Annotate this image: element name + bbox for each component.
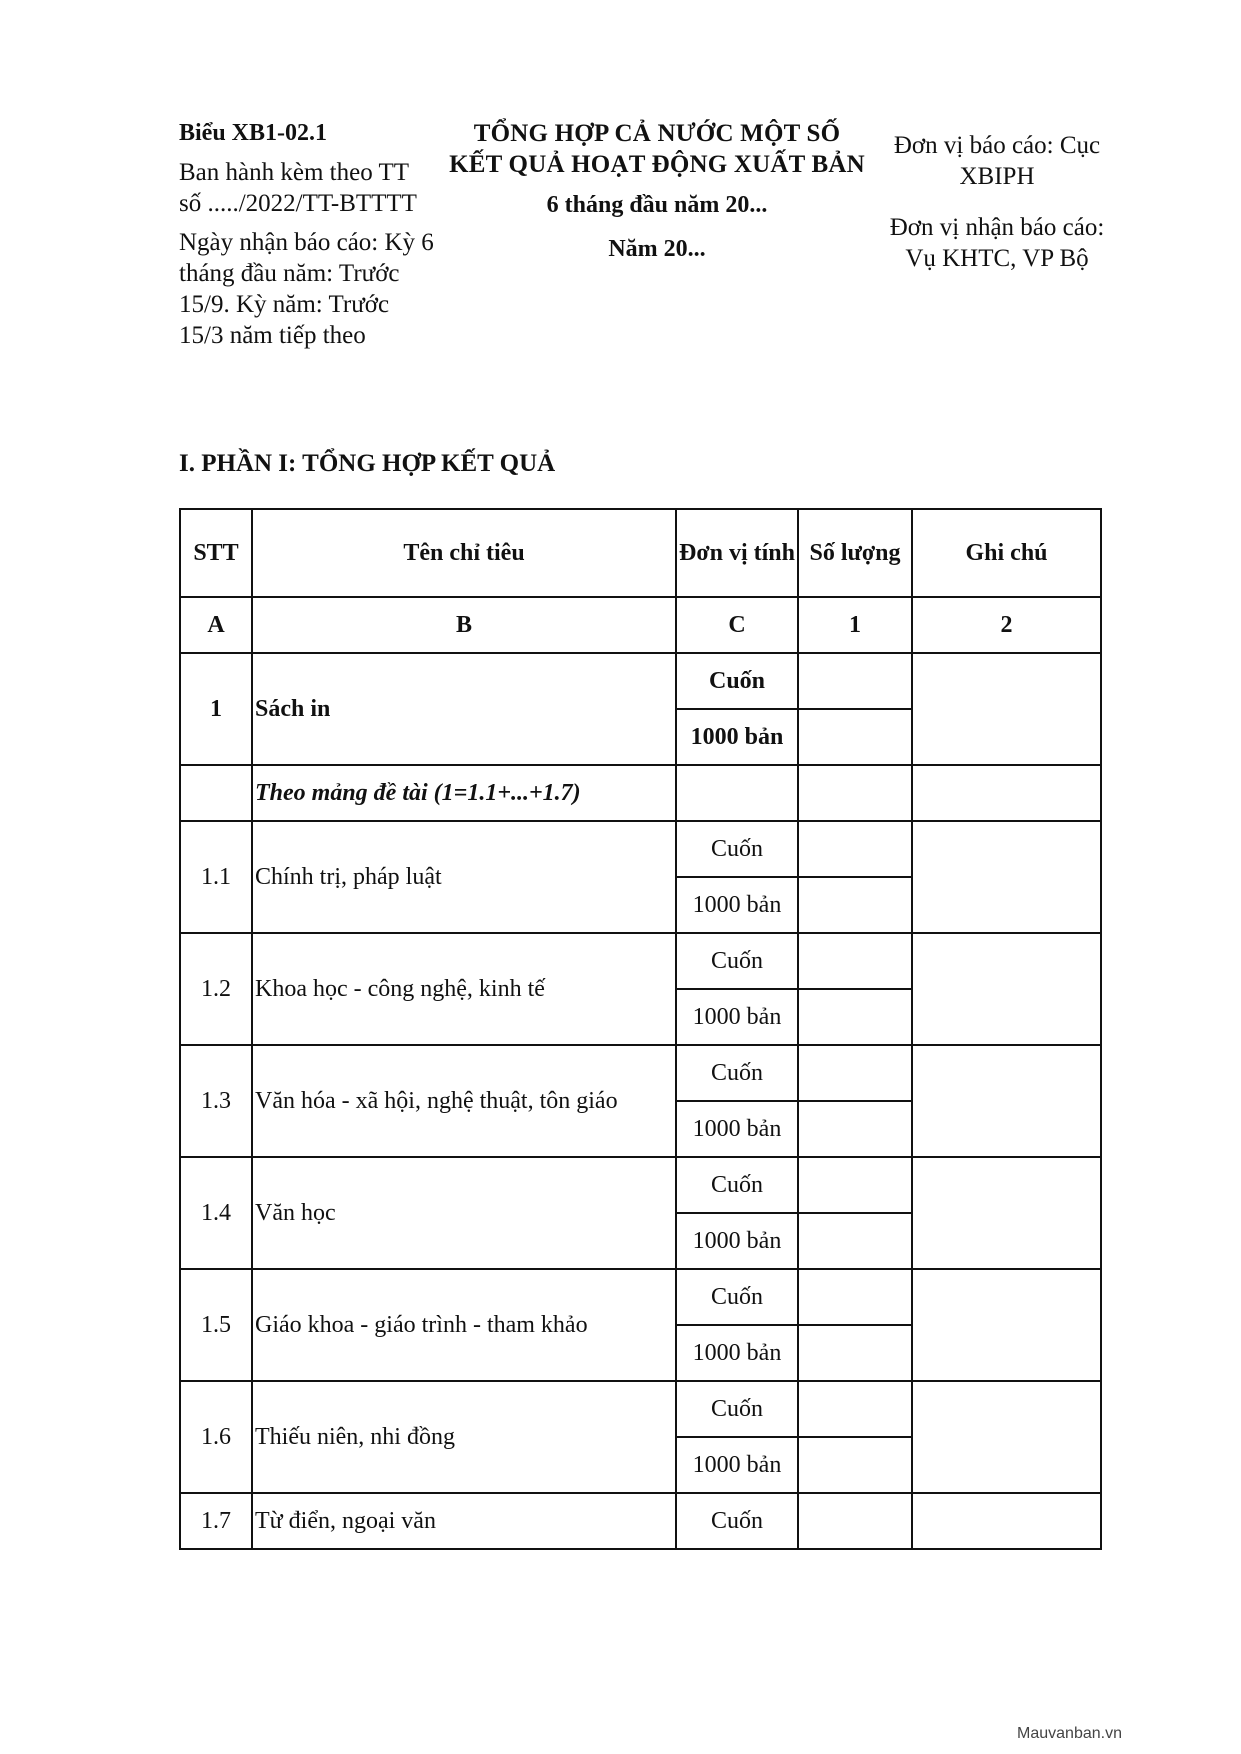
col-header-unit: Đơn vị tính: [676, 509, 798, 597]
row-stt: 1.4: [180, 1157, 252, 1269]
row-quantity[interactable]: [798, 653, 912, 709]
row-stt: [180, 765, 252, 821]
row-unit: Cuốn: [676, 821, 798, 877]
row-unit: 1000 bản: [676, 1325, 798, 1381]
row-unit: 1000 bản: [676, 1101, 798, 1157]
row-unit: Cuốn: [676, 653, 798, 709]
row-quantity[interactable]: [798, 1045, 912, 1101]
col-code: 2: [912, 597, 1101, 653]
row-name: Sách in: [252, 653, 676, 765]
row-note[interactable]: [912, 1269, 1101, 1381]
row-quantity[interactable]: [798, 1157, 912, 1213]
row-quantity[interactable]: [798, 709, 912, 765]
row-quantity[interactable]: [798, 1381, 912, 1437]
col-code: A: [180, 597, 252, 653]
row-unit: Cuốn: [676, 1269, 798, 1325]
row-note[interactable]: [912, 1493, 1101, 1549]
row-unit: Cuốn: [676, 1157, 798, 1213]
row-name: Văn hóa - xã hội, nghệ thuật, tôn giáo: [252, 1045, 676, 1157]
row-quantity[interactable]: [798, 765, 912, 821]
report-title-line1: TỔNG HỢP CẢ NƯỚC MỘT SỐ: [473, 120, 841, 147]
row-note[interactable]: [912, 653, 1101, 765]
table-row: [180, 765, 1101, 821]
col-header-stt: STT: [180, 509, 252, 597]
header-center: [432, 118, 882, 264]
row-note[interactable]: [912, 821, 1101, 933]
row-stt: 1.1: [180, 821, 252, 933]
report-period-half: 6 tháng đầu năm 20...: [546, 192, 768, 218]
row-unit: Cuốn: [676, 933, 798, 989]
row-name: Thiếu niên, nhi đồng: [252, 1381, 676, 1493]
row-quantity[interactable]: [798, 933, 912, 989]
row-unit: 1000 bản: [676, 877, 798, 933]
row-quantity[interactable]: [798, 1493, 912, 1549]
table-row: [180, 1045, 1101, 1101]
row-name: Từ điển, ngoại văn: [252, 1493, 676, 1549]
col-header-note: Ghi chú: [912, 509, 1101, 597]
row-name: Văn học: [252, 1157, 676, 1269]
reporting-unit: Đơn vị báo cáo: Cục XBIPH: [893, 132, 1101, 190]
col-code: C: [676, 597, 798, 653]
receiving-unit: Đơn vị nhận báo cáo: Vụ KHTC, VP Bộ: [889, 214, 1105, 272]
table-row: [180, 1381, 1101, 1437]
row-quantity[interactable]: [798, 989, 912, 1045]
table-row: [180, 653, 1101, 709]
table-row: [180, 933, 1101, 989]
row-unit: 1000 bản: [676, 989, 798, 1045]
row-name: Theo mảng đề tài (1=1.1+...+1.7): [252, 765, 676, 821]
row-quantity[interactable]: [798, 1269, 912, 1325]
report-title-line2: KẾT QUẢ HOẠT ĐỘNG XUẤT BẢN: [449, 151, 865, 178]
row-unit: Cuốn: [676, 1381, 798, 1437]
row-stt: 1.6: [180, 1381, 252, 1493]
row-note[interactable]: [912, 1381, 1101, 1493]
row-note[interactable]: [912, 765, 1101, 821]
site-watermark: Mauvanban.vn: [1017, 1725, 1122, 1742]
table-row: [180, 1493, 1101, 1549]
row-unit: Cuốn: [676, 1045, 798, 1101]
col-code: B: [252, 597, 676, 653]
row-stt: 1.2: [180, 933, 252, 1045]
row-quantity[interactable]: [798, 1213, 912, 1269]
row-note[interactable]: [912, 933, 1101, 1045]
row-note[interactable]: [912, 1157, 1101, 1269]
form-code: Biểu XB1-02.1: [179, 120, 328, 146]
issued-with: Ban hành kèm theo TT số ...../2022/TT-BTTTT: [179, 159, 417, 217]
row-stt: 1.7: [180, 1493, 252, 1549]
row-stt: 1.3: [180, 1045, 252, 1157]
row-name: Chính trị, pháp luật: [252, 821, 676, 933]
row-note[interactable]: [912, 1045, 1101, 1157]
row-quantity[interactable]: [798, 821, 912, 877]
header-left: [179, 118, 437, 359]
header-right: [872, 130, 1122, 274]
row-quantity[interactable]: [798, 1101, 912, 1157]
report-table: [179, 508, 1102, 1550]
row-name: Giáo khoa - giáo trình - tham khảo: [252, 1269, 676, 1381]
row-unit: Cuốn: [676, 1493, 798, 1549]
report-period-year: Năm 20...: [608, 236, 706, 262]
col-header-name: Tên chỉ tiêu: [252, 509, 676, 597]
row-stt: 1.5: [180, 1269, 252, 1381]
table-row: [180, 1269, 1101, 1325]
row-unit: 1000 bản: [676, 1437, 798, 1493]
row-stt: 1: [180, 653, 252, 765]
col-header-quantity: Số lượng: [798, 509, 912, 597]
row-unit: [676, 765, 798, 821]
col-code: 1: [798, 597, 912, 653]
table-header-row: [180, 509, 1101, 597]
row-quantity[interactable]: [798, 877, 912, 933]
row-name: Khoa học - công nghệ, kinh tế: [252, 933, 676, 1045]
section-title: I. PHẦN I: TỔNG HỢP KẾT QUẢ: [179, 450, 556, 477]
row-unit: 1000 bản: [676, 1213, 798, 1269]
row-quantity[interactable]: [798, 1437, 912, 1493]
receive-date: Ngày nhận báo cáo: Kỳ 6 tháng đầu năm: Trước 15/9. Kỳ năm: Trước 15/3 năm tiếp theo: [179, 229, 434, 349]
row-quantity[interactable]: [798, 1325, 912, 1381]
table-row: [180, 1157, 1101, 1213]
table-code-row: [180, 597, 1101, 653]
table-row: [180, 821, 1101, 877]
row-unit: 1000 bản: [676, 709, 798, 765]
